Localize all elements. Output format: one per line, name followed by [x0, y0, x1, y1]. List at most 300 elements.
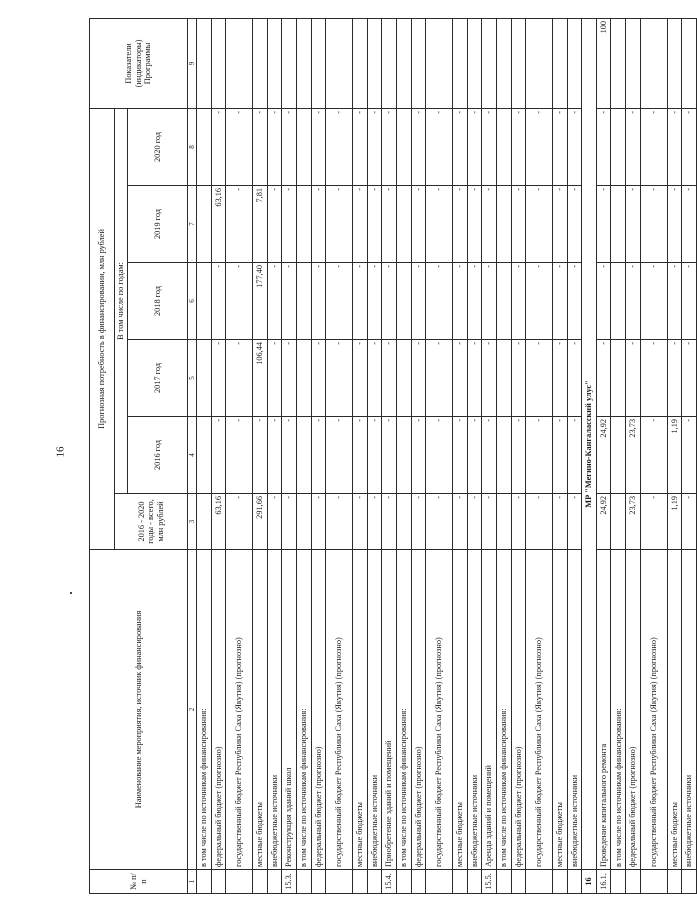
table-body [197, 18, 697, 893]
year-2017-cell: - [382, 340, 397, 417]
total-cell: - [553, 494, 568, 550]
total-cell: - [382, 494, 397, 550]
year-2020-cell: - [526, 108, 553, 185]
total-cell: - [482, 494, 497, 550]
year-2020-cell: - [311, 108, 326, 185]
year-2019-cell [496, 186, 511, 263]
total-cell: 291,66 [253, 494, 268, 550]
year-2019-cell: - [453, 186, 468, 263]
column-number: 2 [188, 550, 197, 870]
item-name-cell: местные бюджеты [253, 550, 268, 870]
year-2020-cell: - [596, 108, 611, 185]
year-2020-cell: - [326, 108, 353, 185]
year-2018-cell [296, 263, 311, 340]
total-cell: - [467, 494, 482, 550]
indicator-cell [453, 18, 468, 108]
year-2016-cell: - [640, 417, 667, 494]
year-2018-cell: - [482, 263, 497, 340]
year-2020-cell: - [382, 108, 397, 185]
year-2017-cell: - [567, 340, 582, 417]
year-2020-cell: - [226, 108, 253, 185]
year-2017-cell: - [482, 340, 497, 417]
financing-table [89, 18, 697, 894]
total-cell: - [411, 494, 426, 550]
item-name-cell: федеральный бюджет (прогнозно) [511, 550, 526, 870]
row-number-cell [667, 870, 682, 894]
table-viewport [89, 19, 694, 894]
item-name-cell: федеральный бюджет (прогнозно) [626, 550, 641, 870]
section-row [582, 18, 597, 893]
column-number: 4 [188, 417, 197, 494]
year-2020-cell [197, 108, 212, 185]
table-row [367, 18, 382, 893]
table-row [426, 18, 453, 893]
total-cell [496, 494, 511, 550]
year-2020-cell: - [482, 108, 497, 185]
indicator-cell: 100 [596, 18, 611, 108]
year-2018-cell: - [367, 263, 382, 340]
year-2019-cell: - [353, 186, 368, 263]
row-number-cell [640, 870, 667, 894]
table-row [296, 18, 311, 893]
table-row [611, 18, 626, 893]
year-2019-cell: - [467, 186, 482, 263]
row-number-cell [197, 870, 212, 894]
total-cell: 24,92 [596, 494, 611, 550]
indicator-cell [682, 18, 697, 108]
year-2018-cell: - [596, 263, 611, 340]
total-cell: 63,16 [211, 494, 226, 550]
year-2018-cell: - [526, 263, 553, 340]
year-2018-cell: - [267, 263, 282, 340]
row-number-cell [511, 870, 526, 894]
table-row [226, 18, 253, 893]
year-2019-cell: - [567, 186, 582, 263]
year-2016-cell: - [311, 417, 326, 494]
year-2018-cell: - [282, 263, 297, 340]
table-row [382, 18, 397, 893]
year-2016-cell: 24,92 [596, 417, 611, 494]
row-number-cell [567, 870, 582, 894]
table-row [253, 18, 268, 893]
year-2016-cell: - [211, 417, 226, 494]
header-year-2016: 2016 год [128, 417, 188, 494]
total-cell: - [526, 494, 553, 550]
year-2018-cell [197, 263, 212, 340]
header-year-2018: 2018 год [128, 263, 188, 340]
total-cell: - [567, 494, 582, 550]
item-name-cell: внебюджетные источники [682, 550, 697, 870]
year-2020-cell: - [682, 108, 697, 185]
indicator-cell [211, 18, 226, 108]
year-2020-cell: - [353, 108, 368, 185]
year-2020-cell: - [626, 108, 641, 185]
rotated-table-container [89, 19, 694, 894]
row-number-cell [496, 870, 511, 894]
year-2019-cell: - [426, 186, 453, 263]
year-2020-cell: - [253, 108, 268, 185]
indicator-cell [611, 18, 626, 108]
year-2016-cell: - [526, 417, 553, 494]
year-2016-cell: - [553, 417, 568, 494]
year-2017-cell: - [411, 340, 426, 417]
indicator-cell [426, 18, 453, 108]
item-name-cell: внебюджетные источники [267, 550, 282, 870]
indicator-cell [197, 18, 212, 108]
year-2016-cell [296, 417, 311, 494]
item-name-cell: государственный бюджет Республики Саха (Якутия) (прогнозно) [526, 550, 553, 870]
indicator-cell [353, 18, 368, 108]
year-2016-cell [496, 417, 511, 494]
table-row [567, 18, 582, 893]
table-row [453, 18, 468, 893]
row-number-cell [367, 870, 382, 894]
year-2017-cell: - [282, 340, 297, 417]
year-2018-cell: - [426, 263, 453, 340]
total-cell: - [511, 494, 526, 550]
item-name-cell: в том числе по источникам финансирования: [496, 550, 511, 870]
page-number: 16 [54, 446, 67, 458]
year-2016-cell: - [282, 417, 297, 494]
year-2017-cell: - [526, 340, 553, 417]
year-2020-cell: - [367, 108, 382, 185]
row-number-cell [611, 870, 626, 894]
item-name-cell: федеральный бюджет (прогнозно) [311, 550, 326, 870]
total-cell: - [453, 494, 468, 550]
row-number-cell [226, 870, 253, 894]
row-number-cell [467, 870, 482, 894]
row-number-cell: 16.1. [596, 870, 611, 894]
row-number-cell [626, 870, 641, 894]
year-2016-cell: - [367, 417, 382, 494]
year-2016-cell: - [482, 417, 497, 494]
item-name-cell: внебюджетные источники [367, 550, 382, 870]
year-2019-cell: 7,81 [253, 186, 268, 263]
table-row [526, 18, 553, 893]
year-2019-cell: - [596, 186, 611, 263]
row-number-cell: 15.5. [482, 870, 497, 894]
table-row [626, 18, 641, 893]
indicator-cell [296, 18, 311, 108]
total-cell [197, 494, 212, 550]
year-2019-cell: - [411, 186, 426, 263]
item-name-cell: внебюджетные источники [467, 550, 482, 870]
total-cell: - [353, 494, 368, 550]
year-2019-cell: - [367, 186, 382, 263]
row-number-cell [311, 870, 326, 894]
row-number-cell [426, 870, 453, 894]
year-2018-cell: - [453, 263, 468, 340]
year-2017-cell: - [682, 340, 697, 417]
item-name-cell: местные бюджеты [453, 550, 468, 870]
header-total: 2016 - 2020 годы - всего, млн рублей [115, 494, 188, 550]
year-2019-cell: - [382, 186, 397, 263]
scan-speck [70, 592, 72, 594]
year-2018-cell: 177,40 [253, 263, 268, 340]
total-cell: - [226, 494, 253, 550]
indicator-cell [526, 18, 553, 108]
year-2018-cell: - [382, 263, 397, 340]
header-indicators: Показатели (индикаторы) Программы [90, 18, 188, 108]
year-2020-cell [496, 108, 511, 185]
year-2020-cell: - [426, 108, 453, 185]
table-row [482, 18, 497, 893]
year-2019-cell [611, 186, 626, 263]
year-2017-cell [197, 340, 212, 417]
header-year-2019: 2019 год [128, 186, 188, 263]
item-name-cell: в том числе по источникам финансирования: [396, 550, 411, 870]
year-2016-cell [197, 417, 212, 494]
column-number: 8 [188, 108, 197, 185]
row-number-cell [411, 870, 426, 894]
row-number-cell [682, 870, 697, 894]
year-2018-cell: - [511, 263, 526, 340]
year-2017-cell: - [226, 340, 253, 417]
section-title-cell: МР "Мегино-Кангаласский улус" [582, 18, 597, 869]
indicator-cell [640, 18, 667, 108]
total-cell: - [640, 494, 667, 550]
row-number-cell [267, 870, 282, 894]
year-2019-cell: - [511, 186, 526, 263]
year-2017-cell [496, 340, 511, 417]
indicator-cell [667, 18, 682, 108]
year-2017-cell: - [426, 340, 453, 417]
table-header [90, 18, 197, 893]
year-2018-cell: - [682, 263, 697, 340]
indicator-cell [496, 18, 511, 108]
year-2016-cell [396, 417, 411, 494]
indicator-cell [367, 18, 382, 108]
table-row [467, 18, 482, 893]
year-2020-cell: - [511, 108, 526, 185]
year-2016-cell: - [382, 417, 397, 494]
row-number-cell [353, 870, 368, 894]
table-row [211, 18, 226, 893]
table-row [553, 18, 568, 893]
year-2020-cell: - [453, 108, 468, 185]
total-cell: - [426, 494, 453, 550]
indicator-cell [511, 18, 526, 108]
indicator-cell [267, 18, 282, 108]
indicator-cell [567, 18, 582, 108]
column-number: 3 [188, 494, 197, 550]
item-name-cell: местные бюджеты [353, 550, 368, 870]
year-2020-cell [611, 108, 626, 185]
column-number: 1 [188, 870, 197, 894]
total-cell: - [367, 494, 382, 550]
indicator-cell [311, 18, 326, 108]
year-2017-cell [611, 340, 626, 417]
year-2018-cell: - [411, 263, 426, 340]
year-2018-cell [396, 263, 411, 340]
year-2020-cell: - [267, 108, 282, 185]
row-number-cell [253, 870, 268, 894]
year-2018-cell: - [626, 263, 641, 340]
year-2019-cell: - [282, 186, 297, 263]
year-2018-cell [611, 263, 626, 340]
table-row [267, 18, 282, 893]
year-2016-cell: - [267, 417, 282, 494]
year-2016-cell: - [411, 417, 426, 494]
column-number: 9 [188, 18, 197, 108]
year-2017-cell: - [353, 340, 368, 417]
table-row [353, 18, 368, 893]
year-2017-cell: - [367, 340, 382, 417]
total-cell: - [267, 494, 282, 550]
year-2020-cell [396, 108, 411, 185]
item-name-cell: в том числе по источникам финансирования: [296, 550, 311, 870]
item-name-cell: в том числе по источникам финансирования: [197, 550, 212, 870]
header-forecast: Прогнозная потребность в финансировании, млн рублей [90, 108, 115, 549]
indicator-cell [411, 18, 426, 108]
indicator-cell [482, 18, 497, 108]
item-name-cell: государственный бюджет Республики Саха (Якутия) (прогнозно) [326, 550, 353, 870]
year-2017-cell: - [453, 340, 468, 417]
year-2018-cell: - [467, 263, 482, 340]
year-2020-cell: - [282, 108, 297, 185]
table-row [311, 18, 326, 893]
year-2019-cell [197, 186, 212, 263]
year-2019-cell [396, 186, 411, 263]
year-2019-cell: - [267, 186, 282, 263]
row-number-cell [211, 870, 226, 894]
year-2016-cell: - [253, 417, 268, 494]
year-2018-cell: - [640, 263, 667, 340]
total-cell: - [326, 494, 353, 550]
row-number-cell [526, 870, 553, 894]
indicator-cell [467, 18, 482, 108]
year-2016-cell: - [453, 417, 468, 494]
year-2017-cell: - [626, 340, 641, 417]
year-2016-cell: - [426, 417, 453, 494]
table-row [411, 18, 426, 893]
row-number-cell [326, 870, 353, 894]
indicator-cell [396, 18, 411, 108]
year-2019-cell: - [682, 186, 697, 263]
indicator-cell [326, 18, 353, 108]
total-cell [296, 494, 311, 550]
year-2017-cell: - [667, 340, 682, 417]
total-cell [611, 494, 626, 550]
year-2018-cell: - [567, 263, 582, 340]
year-2016-cell: 1,19 [667, 417, 682, 494]
year-2017-cell: - [553, 340, 568, 417]
year-2020-cell: - [567, 108, 582, 185]
indicator-cell [282, 18, 297, 108]
year-2020-cell: - [211, 108, 226, 185]
indicator-cell [382, 18, 397, 108]
item-name-cell: Приобретение зданий и помещений [382, 550, 397, 870]
year-2016-cell [611, 417, 626, 494]
year-2020-cell: - [411, 108, 426, 185]
year-2019-cell: - [326, 186, 353, 263]
column-number: 7 [188, 186, 197, 263]
total-cell: - [282, 494, 297, 550]
item-name-cell: Проведение капитального ремонта [596, 550, 611, 870]
year-2019-cell: - [226, 186, 253, 263]
year-2017-cell: - [267, 340, 282, 417]
total-cell: 23,73 [626, 494, 641, 550]
total-cell: 1,19 [667, 494, 682, 550]
year-2018-cell: - [226, 263, 253, 340]
year-2017-cell: - [640, 340, 667, 417]
item-name-cell: внебюджетные источники [567, 550, 582, 870]
header-year-2017: 2017 год [128, 340, 188, 417]
header-number: № п/п [90, 870, 188, 894]
year-2017-cell: - [467, 340, 482, 417]
year-2018-cell: - [553, 263, 568, 340]
table-row [596, 18, 611, 893]
row-number-cell [553, 870, 568, 894]
table-row [197, 18, 212, 893]
table-row [640, 18, 667, 893]
year-2018-cell: - [211, 263, 226, 340]
table-row [667, 18, 682, 893]
year-2016-cell: - [682, 417, 697, 494]
year-2019-cell: 63,16 [211, 186, 226, 263]
table-row [511, 18, 526, 893]
year-2016-cell: - [353, 417, 368, 494]
row-number-cell: 15.4. [382, 870, 397, 894]
item-name-cell: государственный бюджет Республики Саха (Якутия) (прогнозно) [640, 550, 667, 870]
year-2019-cell: - [640, 186, 667, 263]
total-cell: - [682, 494, 697, 550]
year-2017-cell: - [511, 340, 526, 417]
year-2019-cell: - [311, 186, 326, 263]
item-name-cell: Аренда зданий и помещений [482, 550, 497, 870]
year-2019-cell: - [526, 186, 553, 263]
year-2016-cell: - [326, 417, 353, 494]
year-2017-cell: - [311, 340, 326, 417]
year-2019-cell: - [626, 186, 641, 263]
year-2017-cell [296, 340, 311, 417]
total-cell [396, 494, 411, 550]
year-2017-cell: - [596, 340, 611, 417]
total-cell: - [311, 494, 326, 550]
year-2018-cell: - [353, 263, 368, 340]
indicator-cell [253, 18, 268, 108]
table-row [396, 18, 411, 893]
item-name-cell: государственный бюджет Республики Саха (Якутия) (прогнозно) [426, 550, 453, 870]
header-by-year: В том числе по годам: [115, 108, 128, 493]
year-2017-cell: 106,44 [253, 340, 268, 417]
row-number-cell [453, 870, 468, 894]
item-name-cell: в том числе по источникам финансирования: [611, 550, 626, 870]
year-2020-cell [296, 108, 311, 185]
header-year-2020: 2020 год [128, 108, 188, 185]
year-2020-cell: - [467, 108, 482, 185]
year-2018-cell: - [311, 263, 326, 340]
item-name-cell: местные бюджеты [553, 550, 568, 870]
item-name-cell: государственный бюджет Республики Саха (Якутия) (прогнозно) [226, 550, 253, 870]
column-number: 5 [188, 340, 197, 417]
year-2019-cell [296, 186, 311, 263]
year-2017-cell: - [326, 340, 353, 417]
table-row [682, 18, 697, 893]
row-number-cell [396, 870, 411, 894]
year-2017-cell: - [211, 340, 226, 417]
row-number-cell: 15.3. [282, 870, 297, 894]
column-number: 6 [188, 263, 197, 340]
year-2016-cell: - [467, 417, 482, 494]
year-2018-cell [496, 263, 511, 340]
indicator-cell [226, 18, 253, 108]
year-2016-cell: - [511, 417, 526, 494]
row-number-cell [296, 870, 311, 894]
item-name-cell: местные бюджеты [667, 550, 682, 870]
item-name-cell: федеральный бюджет (прогнозно) [411, 550, 426, 870]
item-name-cell: Реконструкция зданий школ [282, 550, 297, 870]
